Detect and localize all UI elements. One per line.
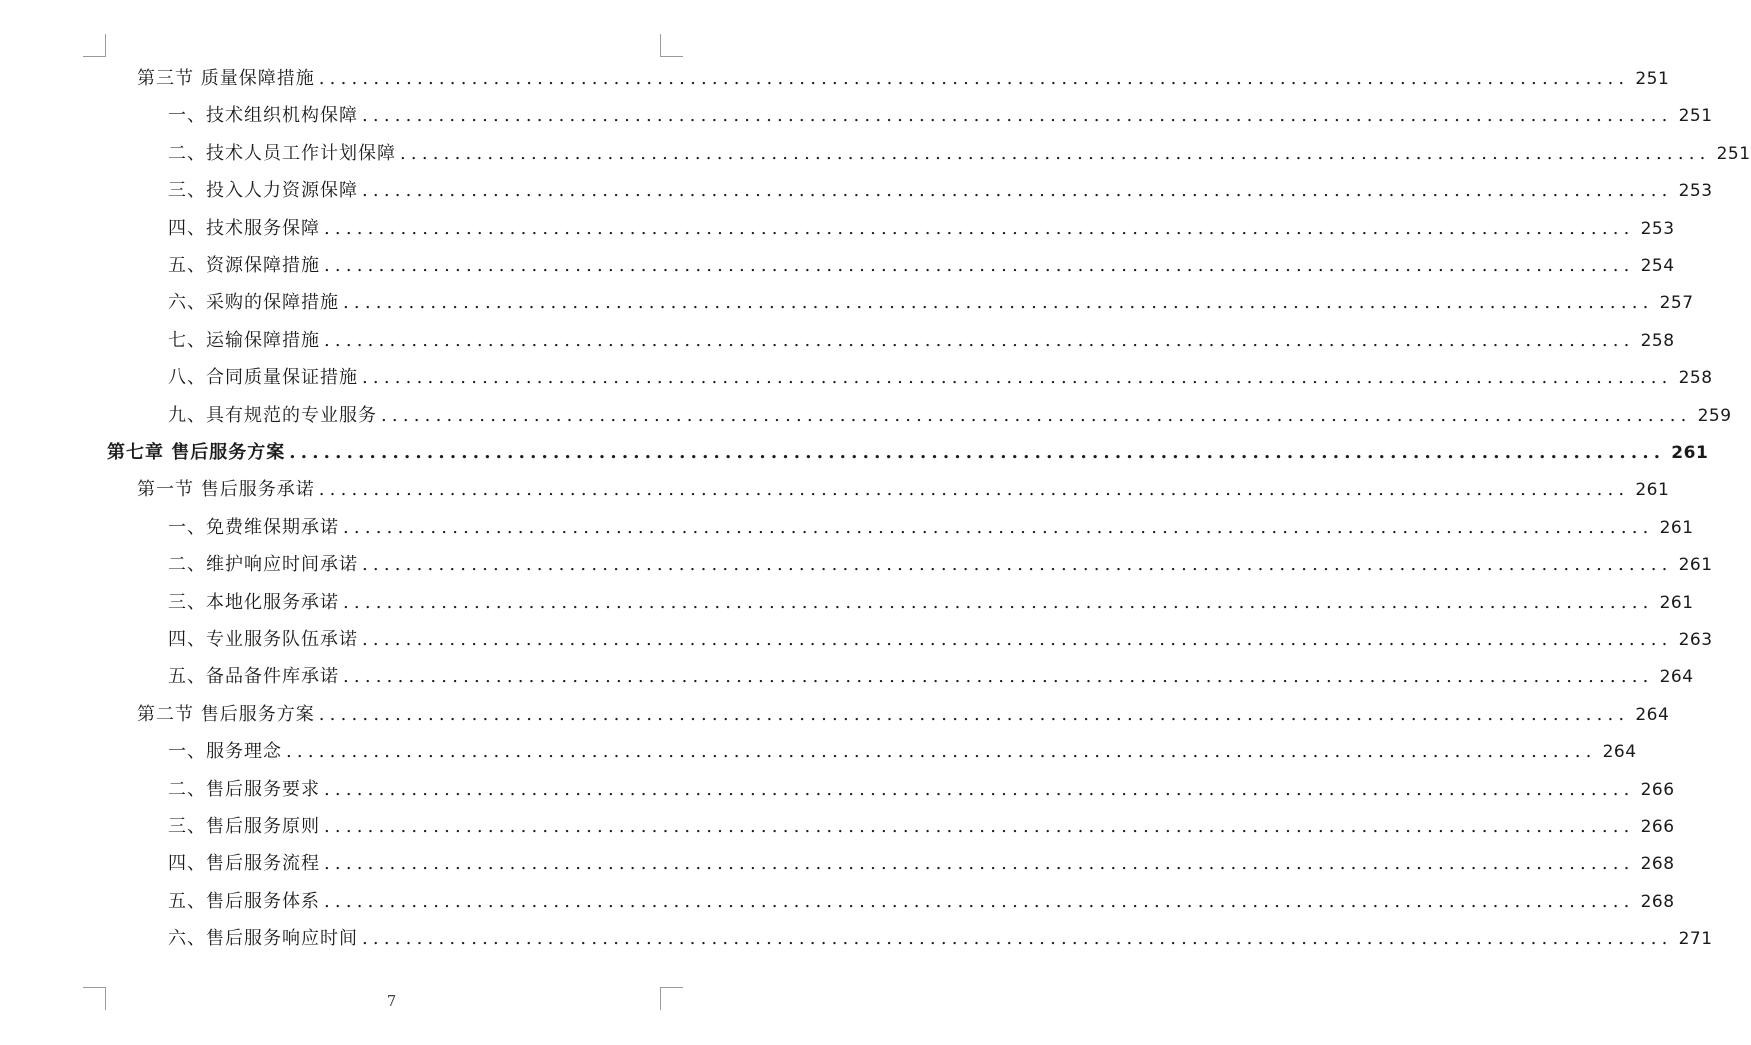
toc-entry-title: 三、投入人力资源保障 [168,180,358,202]
toc-entry-title: 二、技术人员工作计划保障 [168,142,396,164]
toc-entry[interactable] [168,662,1694,692]
toc-dot-leader: ........................................................................................................................ [324,217,1635,239]
toc-entry[interactable] [168,625,1713,655]
toc-entry-page-number: 251 [1678,106,1713,127]
toc-entry-title: 五、资源保障措施 [168,255,320,276]
toc-entry-title: 七、运输保障措施 [168,329,320,351]
toc-entry-title: 二、维护响应时间承诺 [168,554,358,576]
toc-entry-page-number: 251 [1635,69,1670,89]
toc-entry-title: 五、售后服务体系 [168,890,320,912]
toc-entry-page-number: 266 [1640,817,1675,837]
crop-mark-top-left [83,34,106,57]
toc-entry[interactable] [168,176,1713,206]
toc-entry-title: 一、免费维保期承诺 [168,516,339,538]
toc-entry[interactable] [168,588,1694,618]
toc-entry-page-number: 261 [1635,480,1670,501]
toc-entry-title: 九、具有规范的专业服务 [168,404,377,426]
toc-entry-title: 四、售后服务流程 [168,853,320,875]
toc-entry-title: 六、采购的保障措施 [168,292,339,314]
toc-entry[interactable] [107,438,1709,468]
toc-dot-leader: ........................................................................................................................ [362,928,1673,950]
toc-entry-title: 一、服务理念 [168,741,282,763]
toc-entry[interactable] [168,849,1675,879]
toc-entry-page-number: 258 [1678,368,1713,389]
toc-entry[interactable] [168,887,1675,917]
toc-dot-leader: ........................................................................................................................ [362,367,1673,389]
toc-entry[interactable] [168,401,1732,431]
toc-dot-leader: ........................................................................................................................ [324,853,1635,875]
toc-dot-leader: ........................................................................................................................ [362,629,1673,650]
toc-entry-page-number: 264 [1635,704,1670,725]
toc-entry[interactable] [168,363,1713,393]
toc-entry-title: 五、备品备件库承诺 [168,666,339,688]
toc-dot-leader: ........................................................................................................................ [343,591,1654,613]
toc-entry-page-number: 264 [1602,742,1637,763]
toc-entry[interactable] [168,326,1675,356]
toc-entry[interactable] [168,513,1694,543]
toc-entry-title: 八、合同质量保证措施 [168,367,358,389]
toc-entry-page-number: 266 [1640,779,1675,800]
toc-entry-page-number: 254 [1640,256,1675,276]
toc-dot-leader: ........................................................................................................................ [400,142,1711,164]
toc-entry-page-number: 268 [1640,854,1675,875]
toc-entry-title: 第一节 售后服务承诺 [137,479,315,501]
toc-entry[interactable] [168,214,1675,244]
toc-entry-page-number: 251 [1716,143,1751,164]
toc-dot-leader: ........................................................................................................................ [318,479,1630,501]
toc-entry-title: 三、售后服务原则 [168,816,320,837]
toc-entry[interactable] [168,812,1675,842]
toc-entry-page-number: 261 [1659,592,1694,613]
crop-mark-top-right [660,34,683,57]
footer-page-number: 7 [386,992,397,1010]
toc-entry-title: 四、专业服务队伍承诺 [168,629,358,650]
toc-entry[interactable] [168,288,1694,318]
toc-dot-leader: ........................................................................................................................ [324,329,1635,351]
toc-entry[interactable] [137,700,1670,730]
toc-entry-page-number: 264 [1659,667,1694,688]
toc-dot-leader: ........................................................................................................................ [343,666,1654,688]
toc-dot-leader: ........................................................................................................................ [343,292,1654,314]
toc-dot-leader: ........................................................................................................................ [362,180,1673,202]
toc-dot-leader: ........................................................................................................................ [381,404,1692,426]
toc-entry-page-number: 257 [1659,293,1694,314]
toc-entry[interactable] [168,251,1675,281]
toc-entry-title: 第七章 售后服务方案 [107,442,286,463]
toc-dot-leader: ........................................................................................................................ [324,255,1635,276]
toc-entry[interactable] [137,64,1670,94]
toc-entry-page-number: 261 [1659,517,1694,538]
toc-dot-leader: ........................................................................................................................ [318,703,1630,725]
toc-dot-leader: ........................................................................................................................ [289,442,1666,463]
toc-entry-page-number: 253 [1640,218,1675,239]
toc-dot-leader: ........................................................................................................................ [324,816,1635,837]
toc-dot-leader: ........................................................................................................................ [324,778,1635,800]
toc-entry-page-number: 253 [1678,181,1713,202]
toc-entry-title: 第三节 质量保障措施 [137,68,315,89]
toc-entry-title: 一、技术组织机构保障 [168,105,358,127]
toc-dot-leader: ........................................................................................................................ [343,516,1654,538]
toc-entry[interactable] [168,737,1637,767]
toc-entry[interactable] [168,775,1675,805]
toc-dot-leader: ........................................................................................................................ [324,890,1635,912]
toc-entry-title: 三、本地化服务承诺 [168,591,339,613]
toc-entry-title: 四、技术服务保障 [168,217,320,239]
toc-entry-page-number: 263 [1678,630,1713,650]
toc-entry[interactable] [168,101,1713,131]
toc-entry-page-number: 261 [1671,443,1709,463]
toc-entry[interactable] [168,924,1713,954]
toc-entry[interactable] [168,550,1713,580]
toc-entry[interactable] [168,139,1751,169]
toc-entry[interactable] [137,475,1670,505]
toc-entry-page-number: 268 [1640,891,1675,912]
toc-entry-page-number: 259 [1697,405,1732,426]
toc-entry-page-number: 261 [1678,555,1713,576]
toc-dot-leader: ........................................................................................................................ [318,68,1630,89]
toc-entry-page-number: 258 [1640,330,1675,351]
toc-dot-leader: ........................................................................................................................ [362,554,1673,576]
toc-dot-leader: ........................................................................................................................ [362,105,1673,127]
toc-dot-leader: ........................................................................................................................ [286,741,1597,763]
toc-entry-title: 六、售后服务响应时间 [168,928,358,950]
toc-entry-title: 二、售后服务要求 [168,778,320,800]
toc-entry-page-number: 271 [1678,929,1713,950]
toc-entry-title: 第二节 售后服务方案 [137,703,315,725]
